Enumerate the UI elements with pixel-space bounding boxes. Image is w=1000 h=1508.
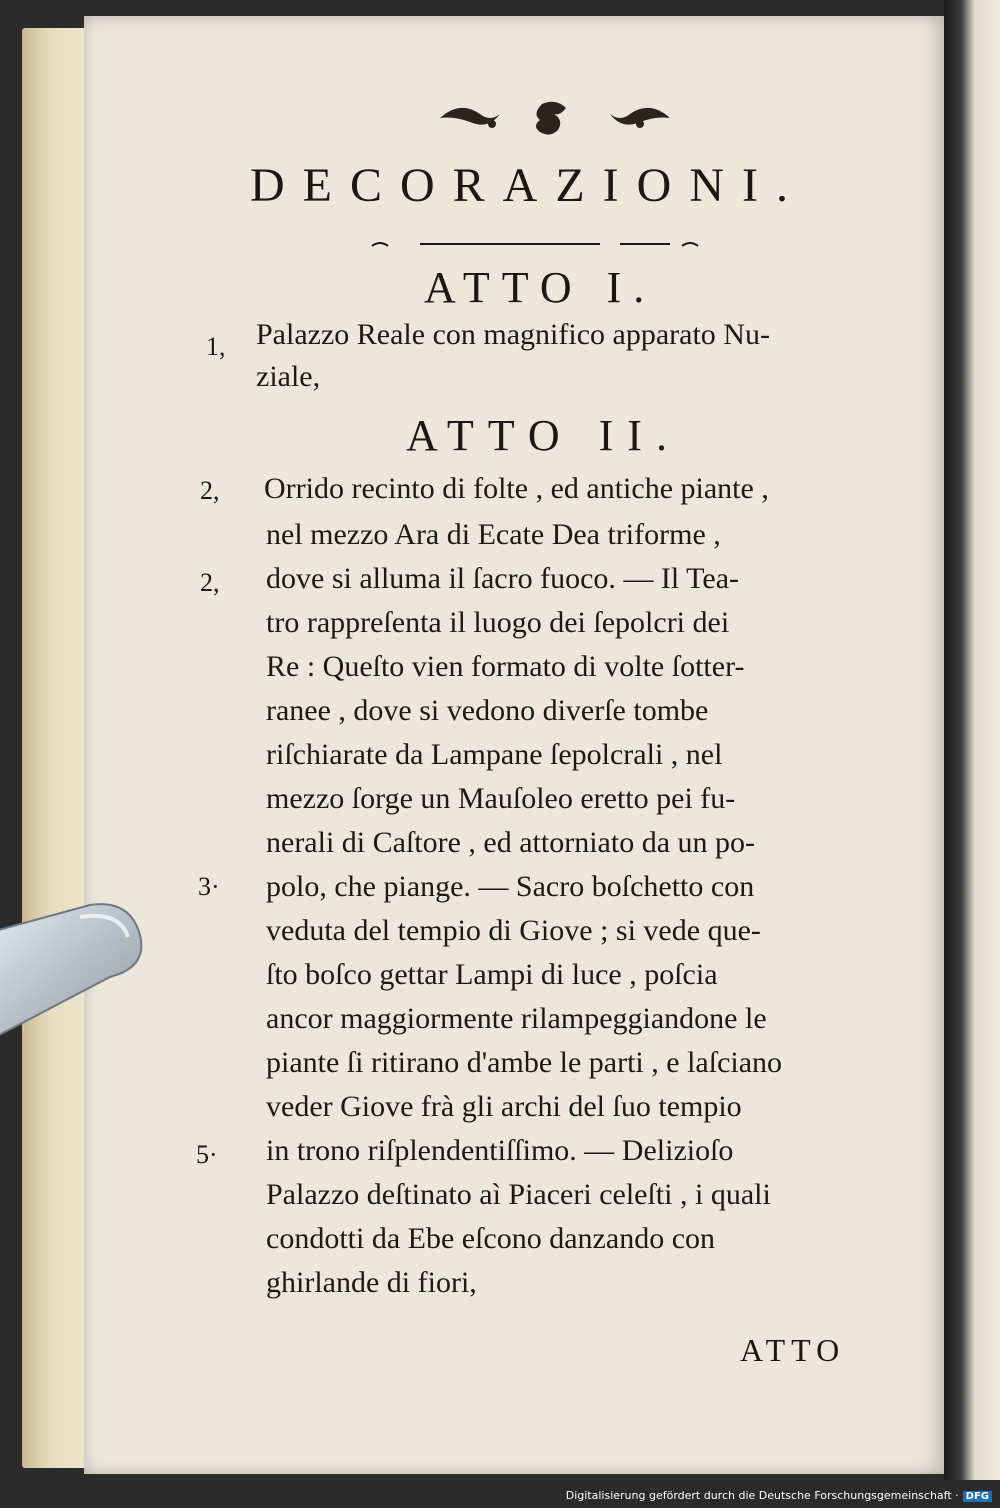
text-line: ranee , dove si vedono diverſe tombe (266, 694, 709, 727)
scene-number: 2, (200, 568, 220, 597)
text-line: in trono riſplendentiſſimo. — Delizioſo (266, 1134, 734, 1167)
scene-number: 3· (198, 872, 220, 901)
title-divider (370, 240, 710, 248)
text-line: nerali di Caſtore , ed attorniato da un po- (266, 826, 756, 859)
text-line: mezzo ſorge un Mauſoleo eretto pei fu- (266, 782, 736, 815)
act-heading: ATTO I. (424, 263, 657, 312)
dfg-logo: DFG (963, 1491, 992, 1502)
scene-number: 2, (200, 476, 220, 505)
catchword: ATTO (740, 1332, 846, 1368)
text-line: ghirlande di fiori, (266, 1266, 477, 1299)
act-heading: ATTO II. (406, 411, 681, 460)
text-line: Palazzo Reale con magnifico apparato Nu- (256, 318, 770, 351)
next-page-edge (944, 0, 1000, 1480)
text-line: dove si alluma il ſacro fuoco. — Il Tea- (266, 562, 740, 595)
decorative-ornament-icon (430, 96, 710, 140)
scene-number: 5· (196, 1140, 218, 1169)
scene-number: 1, (206, 332, 226, 361)
text-line: polo, che piange. — Sacro boſchetto con (266, 870, 755, 903)
credit-text: Digitalisierung gefördert durch die Deutsche Forschungsgemeinschaft · (565, 1489, 959, 1502)
text-line: Re : Queſto vien formato di volte ſotter- (266, 650, 745, 683)
text-line: nel mezzo Ara di Ecate Dea triforme , (266, 518, 721, 551)
text-line: veder Giove frà gli archi del ſuo tempio (266, 1090, 742, 1123)
digitization-credit (566, 1489, 992, 1502)
text-line: Palazzo deſtinato aì Piaceri celeſti , i quali (266, 1178, 771, 1211)
text-line: veduta del tempio di Giove ; si vede que- (266, 914, 761, 947)
text-line: riſchiarate da Lampane ſepolcrali , nel (266, 738, 723, 771)
text-line: piante ſi ritirano d'ambe le parti , e laſciano (266, 1046, 783, 1079)
book-edge (22, 28, 92, 1468)
text-line: ancor maggiormente rilampeggiandone le (266, 1002, 767, 1035)
text-line: tro rappreſenta il luogo dei ſepolcri dei (266, 606, 730, 639)
text-line: Orrido recinto di folte , ed antiche piante , (264, 472, 769, 505)
page-holder-spoon-icon (0, 895, 170, 1045)
text-line: ziale, (256, 360, 321, 393)
page-title: DECORAZIONI. (250, 159, 806, 212)
text-line: condotti da Ebe eſcono danzando con (266, 1222, 716, 1255)
text-line: ſto boſco gettar Lampi di luce , poſcia (266, 958, 718, 991)
